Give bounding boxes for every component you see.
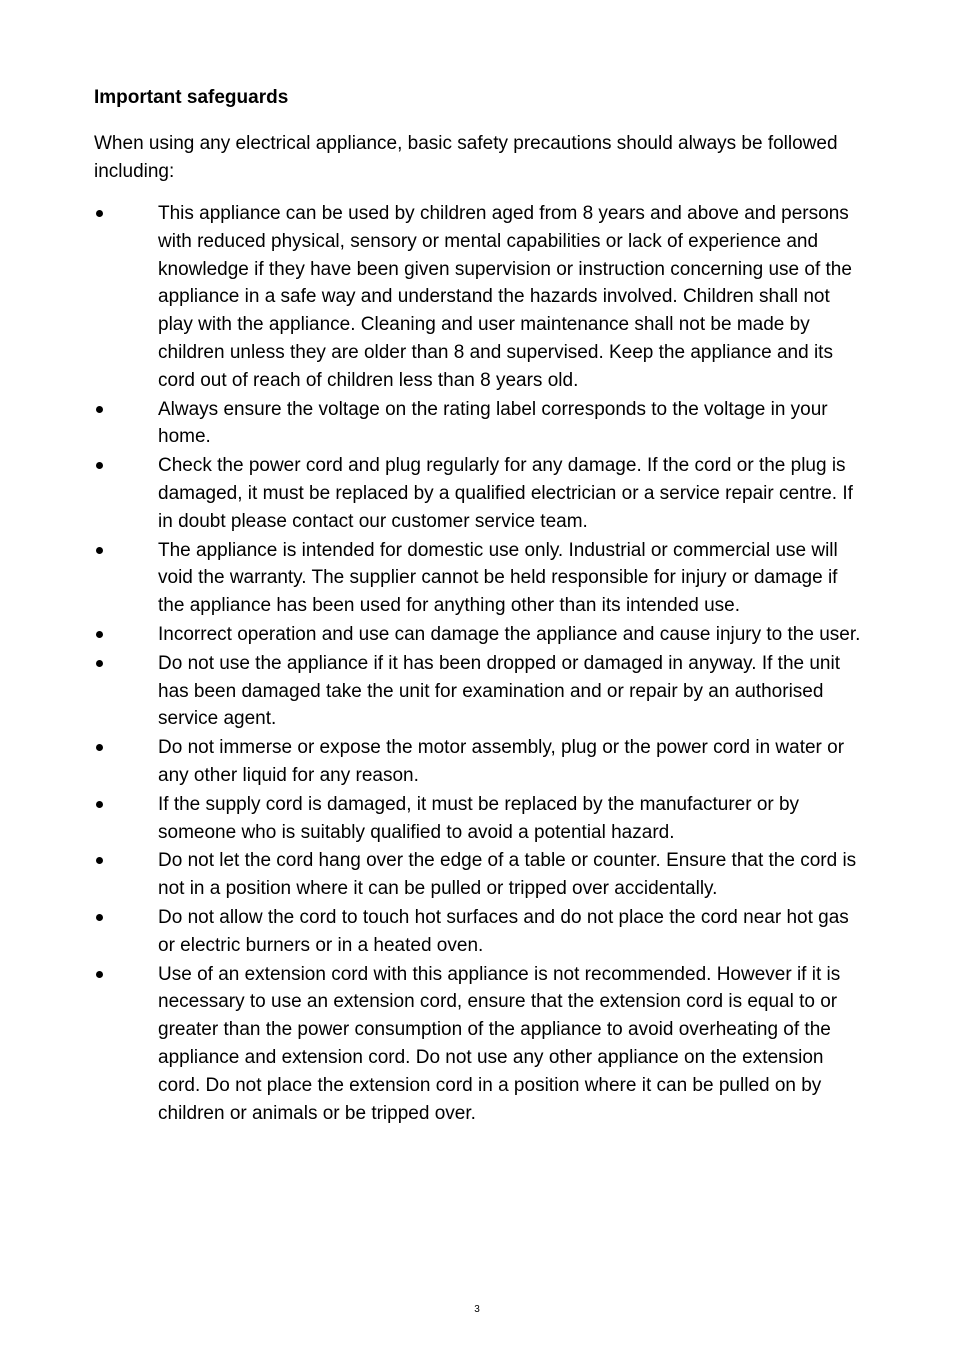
safeguard-list	[94, 200, 866, 1127]
list-item-text: Always ensure the voltage on the rating label corresponds to the voltage in your home.	[158, 398, 828, 448]
list-item-text: Use of an extension cord with this appliance is not recommended. However if it is necessary to use an extension cord, ensure that the extension cord is equal to or greater than the power consumption of the appliance to avoid overheating of the appliance and extension cord. Do not use any other appliance on the extension cord. Do not place the extension cord in a position where it can be pulled on by children or animals or be tripped over.	[158, 963, 841, 1124]
bullet-icon	[94, 847, 106, 875]
bullet-icon	[94, 621, 106, 649]
list-item-text: Check the power cord and plug regularly for any damage. If the cord or the plug is damaged, it must be replaced by a qualified electrician or a service repair centre. If in doubt please contact our customer service team.	[158, 455, 853, 532]
bullet-icon	[94, 537, 106, 565]
list-item-text: Do not let the cord hang over the edge of a table or counter. Ensure that the cord is not in a position where it can be pulled or tripped over accidentally.	[158, 850, 857, 900]
bullet-icon	[94, 200, 106, 228]
section-heading: Important safeguards	[94, 87, 289, 108]
list-item-text: This appliance can be used by children aged from 8 years and above and persons with reduced physical, sensory or mental capabilities or lack of experience and knowledge if they have been given supervision or instruction concerning use of the appliance in a safe way and understand the hazards involved. Children shall not play with the appliance. Cleaning and user maintenance shall not be made by children unless they are older than 8 and supervised. Keep the appliance and its cord out of reach of children less than 8 years old.	[158, 203, 852, 391]
list-item	[94, 961, 866, 1128]
intro-paragraph: When using any electrical appliance, basic safety precautions should always be followed including:	[94, 133, 838, 182]
list-item-text: Do not allow the cord to touch hot surfaces and do not place the cord near hot gas or electric burners or in a heated oven.	[158, 906, 849, 956]
list-item	[94, 200, 866, 395]
bullet-icon	[94, 904, 106, 932]
list-item	[94, 650, 866, 733]
bullet-icon	[94, 961, 106, 989]
list-item	[94, 904, 866, 960]
list-item-text: Incorrect operation and use can damage the appliance and cause injury to the user.	[158, 623, 861, 645]
list-item-text: If the supply cord is damaged, it must be replaced by the manufacturer or by someone who is suitably qualified to avoid a potential hazard.	[158, 793, 800, 843]
list-item	[94, 452, 866, 535]
document-page	[94, 84, 866, 1128]
bullet-icon	[94, 650, 106, 678]
bullet-icon	[94, 452, 106, 480]
bullet-icon	[94, 791, 106, 819]
list-item	[94, 396, 866, 452]
list-item	[94, 734, 866, 790]
list-item	[94, 847, 866, 903]
list-item-text: Do not use the appliance if it has been dropped or damaged in anyway. If the unit has been damaged take the unit for examination and or repair by an authorised service agent.	[158, 652, 840, 730]
list-item	[94, 791, 866, 847]
page-number: 3	[474, 1304, 480, 1315]
list-item-text: Do not immerse or expose the motor assembly, plug or the power cord in water or any other liquid for any reason.	[158, 737, 845, 786]
bullet-icon	[94, 396, 106, 424]
list-item	[94, 621, 866, 649]
list-item-text: The appliance is intended for domestic use only. Industrial or commercial use will void the warranty. The supplier cannot be held responsible for injury or damage if the appliance has been used for anything other than its intended use.	[158, 539, 838, 617]
bullet-icon	[94, 734, 106, 762]
list-item	[94, 537, 866, 620]
